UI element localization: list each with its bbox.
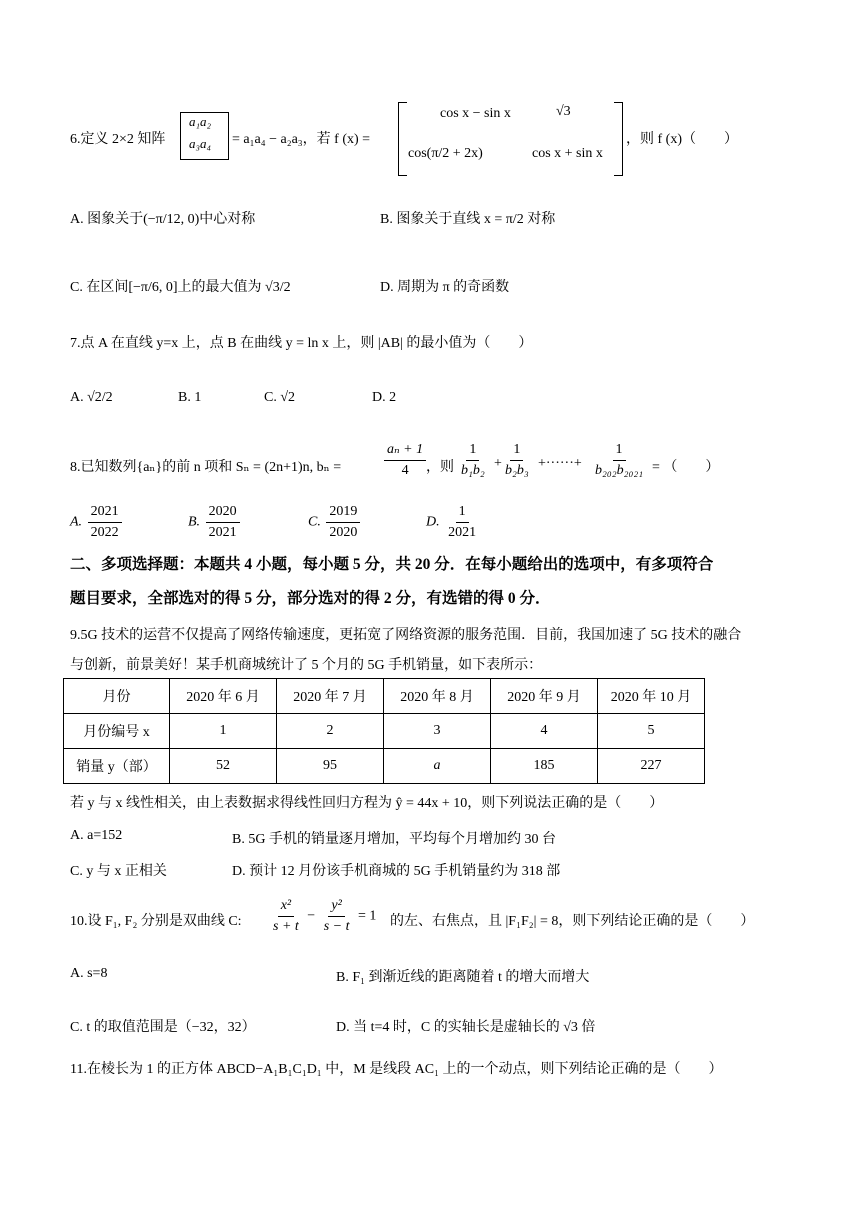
q10-option-d: D. 当 t=4 时，C 的实轴长是虚轴长的 √3 倍 <box>336 1020 596 1035</box>
q6-stem-a: 6.定义 2×2 知阵 <box>70 132 166 147</box>
q7-option-d: D. 2 <box>372 390 397 405</box>
table-header-row <box>64 679 705 714</box>
table-cell: 227 <box>598 749 705 784</box>
matrix-f-a12: √3 <box>556 104 571 119</box>
table-cell: 2020 年 8 月 <box>384 679 491 714</box>
matrix-def-row1: a₁a₂ <box>189 114 212 129</box>
table-cell: 4 <box>491 714 598 749</box>
q8-d-den: 2021 <box>448 525 477 540</box>
q9-line1: 9.5G 技术的运营不仅提高了网络传输速度，更拓宽了网络资源的服务范围．目前，我国加速了 5G 技术的融合 <box>70 628 742 643</box>
q8-stem-c: = （ ） <box>652 460 720 475</box>
table-cell: 2020 年 10 月 <box>598 679 705 714</box>
q6-stem-b: = a₁a₄ − a₂a₃，若 f (x) = <box>232 132 371 147</box>
q8-option-b: B. $\frac{2020}{2021}$ <box>188 502 242 543</box>
matrix-def-row2: a₃a₄ <box>189 136 212 151</box>
q8-stem-a: 8.已知数列{aₙ}的前 n 项和 Sₙ = (2n+1)n, bₙ = <box>70 460 342 475</box>
q8-sum-term-2: $\frac{1}{\text{b₂b₃}}$ <box>500 440 534 481</box>
q9-after-table: 若 y 与 x 线性相关，由上表数据求得线性回归方程为 ŷ = 44x + 10，则下列说法正确的是（ ） <box>70 796 664 811</box>
q8-sum-term-3: $\frac{1}{\text{b₂₀₂b₂₀₂₁}}$ <box>590 440 648 481</box>
q8-stem-b: ，则 <box>426 460 454 475</box>
q8-c-num: 2019 <box>326 502 360 523</box>
table-cell: 95 <box>277 749 384 784</box>
table-cell: 2020 年 9 月 <box>491 679 598 714</box>
q8-bn-denominator: 4 <box>401 463 409 478</box>
q8-b-num: 2020 <box>206 502 240 523</box>
q8-c-den: 2020 <box>329 525 358 540</box>
table-row <box>64 749 705 784</box>
q8-option-a: A. $\frac{2021}{2022}$ <box>70 502 124 543</box>
q6-option-a: A. 图象关于(−π/12, 0)中心对称 <box>70 212 256 227</box>
q6-option-d: D. 周期为 π 的奇函数 <box>380 280 510 295</box>
section2-line1: 二、多项选择题：本题共 4 小题，每小题 5 分，共 20 分．在每小题给出的选项中，有多项符合 <box>70 556 714 573</box>
q9-option-b: B. 5G 手机的销量逐月增加，平均每个月增加约 30 台 <box>232 832 556 847</box>
table-cell: a <box>384 749 491 784</box>
q10-option-a: A. s=8 <box>70 966 108 981</box>
table-cell: 5 <box>598 714 705 749</box>
matrix-f-left-bracket <box>398 102 407 176</box>
table-cell: 月份 <box>64 679 170 714</box>
q8-a-num: 2021 <box>88 502 122 523</box>
table-cell: 销量 y（部） <box>64 749 170 784</box>
q6-option-c: C. 在区间[−π/6, 0]上的最大值为 √3/2 <box>70 280 291 295</box>
matrix-f-a22: cos x + sin x <box>532 146 603 161</box>
q7-option-b: B. 1 <box>178 390 202 405</box>
q7-option-c: C. √2 <box>264 390 296 405</box>
q10-stem-b: 的左、右焦点，且 |F₁F₂| = 8，则下列结论正确的是（ ） <box>390 914 755 929</box>
table-cell: 1 <box>170 714 277 749</box>
q9-sales-table <box>63 678 705 784</box>
hyperbola-equation: $\frac{\text{x²}}{s + t}$ − $\frac{\text{y²}}{s - t}$ = 1 <box>273 898 377 934</box>
q8-bn-fraction <box>382 440 428 481</box>
q8-option-c: C. $\frac{2019}{2020}$ <box>308 502 362 543</box>
section2-line2: 题目要求，全部选对的得 5 分，部分选对的得 2 分，有选错的得 0 分． <box>70 590 551 607</box>
q7-stem: 7.点 A 在直线 y=x 上，点 B 在曲线 y = ln x 上，则 |AB| 的最小值为（ ） <box>70 336 533 351</box>
q11-stem: 11.在棱长为 1 的正方体 ABCD−A₁B₁C₁D₁ 中，M 是线段 AC₁ 上的一个动点，则下列结论正确的是（ ） <box>70 1062 723 1077</box>
matrix-f-right-bracket <box>614 102 623 176</box>
q8-sum-term-1: $\frac{1}{\text{b₁b₂}}$ <box>456 440 490 481</box>
q8-a-den: 2022 <box>90 525 119 540</box>
table-cell: 2020 年 7 月 <box>277 679 384 714</box>
q8-d-num: 1 <box>456 502 469 523</box>
q9-option-d: D. 预计 12 月份该手机商城的 5G 手机销量约为 318 部 <box>232 864 561 879</box>
table-cell: 52 <box>170 749 277 784</box>
table-cell: 3 <box>384 714 491 749</box>
q8-ellipsis: +······+ <box>538 456 582 471</box>
q9-option-a: A. a=152 <box>70 828 123 843</box>
table-cell: 185 <box>491 749 598 784</box>
q8-plus-1: + <box>494 456 502 471</box>
q10-stem-a: 10.设 F₁, F₂ 分别是双曲线 C: <box>70 914 242 929</box>
q9-option-c: C. y 与 x 正相关 <box>70 864 167 879</box>
q8-option-d: D. $\frac{1}{2021}$ <box>426 502 481 543</box>
q8-b-den: 2021 <box>208 525 237 540</box>
table-cell: 2020 年 6 月 <box>170 679 277 714</box>
matrix-f-a21: cos(π/2 + 2x) <box>408 146 483 161</box>
q8-sum-term-1-den: b₁b₂ <box>461 463 485 478</box>
q8-sum-term-3-den: b₂₀₂b₂₀₂₁ <box>595 463 644 478</box>
table-row <box>64 714 705 749</box>
matrix-f-a11: cos x − sin x <box>440 106 511 121</box>
q8-bn-numerator: aₙ + 1 <box>384 440 426 461</box>
q10-option-c: C. t 的取值范围是（−32，32） <box>70 1020 256 1035</box>
q6-option-b: B. 图象关于直线 x = π/2 对称 <box>380 212 556 227</box>
table-cell: 2 <box>277 714 384 749</box>
q9-line2: 与创新，前景美好！某手机商城统计了 5 个月的 5G 手机销量，如下表所示： <box>70 658 543 673</box>
q8-sum-term-2-den: b₂b₃ <box>505 463 529 478</box>
table-cell: 月份编号 x <box>64 714 170 749</box>
q10-option-b: B. F₁ 到渐近线的距离随着 t 的增大而增大 <box>336 970 590 985</box>
q6-stem-c: ，则 f (x)（ ） <box>626 132 738 147</box>
q7-option-a: A. √2/2 <box>70 390 113 405</box>
